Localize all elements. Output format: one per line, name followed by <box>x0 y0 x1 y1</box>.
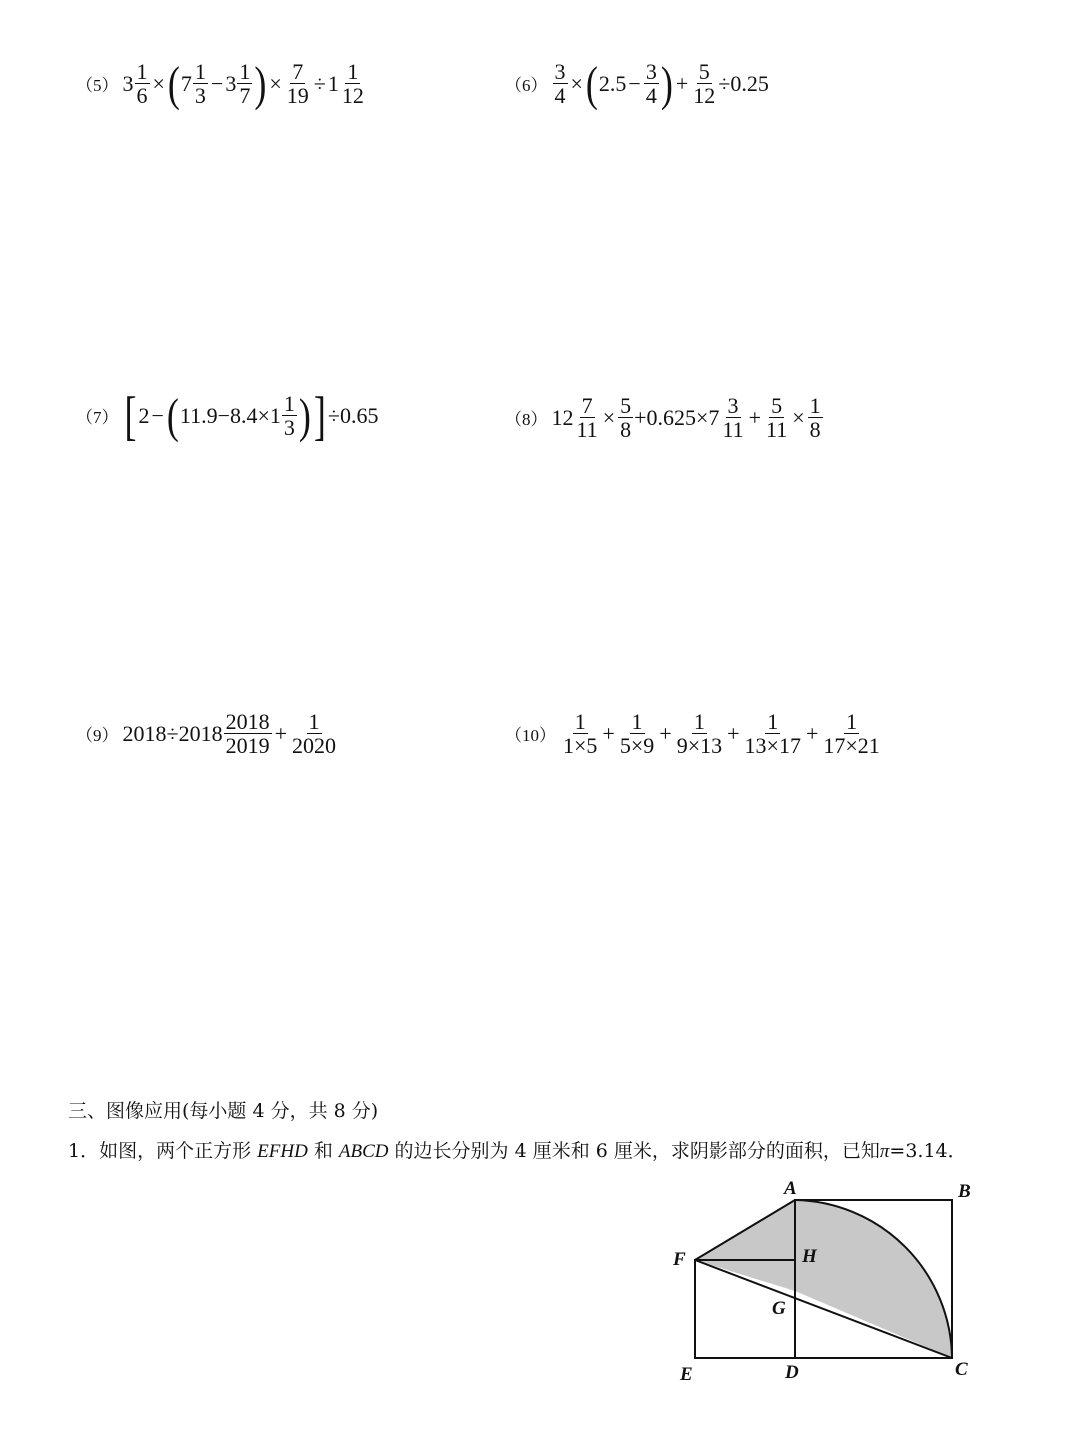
question-1 <box>68 1136 967 1163</box>
problem-6 <box>505 56 769 111</box>
square-name: EFHD <box>257 1141 308 1162</box>
square-name: ABCD <box>338 1141 389 1162</box>
whole-part: 7 <box>180 70 192 96</box>
whole-part: 12 <box>551 404 574 430</box>
fraction: $\frac{2018}{2019}$ <box>225 709 270 759</box>
fraction: $\frac{3}{11}$ <box>722 393 744 443</box>
right-paren: ) <box>298 388 311 443</box>
fraction: $\frac{1}{7}$ <box>239 59 251 109</box>
label-F: F <box>673 1249 686 1270</box>
problem-number: （8） <box>505 410 548 430</box>
operator: × <box>792 404 805 430</box>
term: 11.9−8.4×1 <box>179 402 281 428</box>
term: 2 <box>138 402 150 428</box>
term: ÷0.65 <box>327 402 379 428</box>
fraction: $\frac{7}{11}$ <box>576 393 598 443</box>
operator: + <box>805 720 819 746</box>
label-H: H <box>802 1246 817 1267</box>
operator: × <box>269 70 282 96</box>
label-G: G <box>772 1298 786 1319</box>
problem-number: （10） <box>505 726 556 746</box>
term: 2018÷2018 <box>122 720 223 746</box>
label-B: B <box>958 1181 971 1202</box>
problem-number: （6） <box>505 76 548 96</box>
question-text: 和 <box>307 1140 339 1162</box>
operator: × <box>570 70 583 96</box>
fraction: $\frac{1}{6}$ <box>136 59 148 109</box>
right-paren: ) <box>660 56 673 111</box>
left-paren: ( <box>167 56 180 111</box>
fraction: $\frac{1}{8}$ <box>809 393 821 443</box>
problem-8 <box>505 394 824 441</box>
label-E: E <box>680 1364 693 1385</box>
label-A: A <box>784 1178 797 1199</box>
question-text: =3.14． <box>889 1140 967 1162</box>
term: ÷0.25 <box>718 70 769 96</box>
fraction: $\frac{1}{5\times 9}$ <box>619 709 655 759</box>
geometry-figure <box>660 1170 990 1390</box>
fraction: $\frac{1}{3}$ <box>283 391 295 441</box>
problem-number: （9） <box>76 726 119 746</box>
fraction: $\frac{1}{17\times 21}$ <box>823 709 880 759</box>
problem-9 <box>76 710 339 757</box>
label-C: C <box>955 1359 968 1380</box>
operator: + <box>659 720 672 746</box>
section-heading: 三、图像应用(每小题 4 分，共 8 分) <box>68 1100 379 1122</box>
fraction: $\frac{1}{3}$ <box>194 59 206 109</box>
operator: − <box>628 70 641 96</box>
fraction: $\frac{5}{11}$ <box>766 393 788 443</box>
label-D: D <box>785 1362 799 1383</box>
right-paren: ) <box>254 56 267 111</box>
shaded-quarter-region <box>795 1200 952 1358</box>
problem-7 <box>76 385 379 446</box>
operator: + <box>727 720 740 746</box>
problem-number: （5） <box>76 76 119 96</box>
question-text: 的边长分别为 4 厘米和 6 厘米，求阴影部分的面积，已知 <box>388 1140 880 1162</box>
right-bracket: ] <box>313 385 326 446</box>
fraction: $\frac{1}{13\times 17}$ <box>744 709 801 759</box>
operator: × <box>152 70 165 96</box>
whole-part: 1 <box>327 70 339 96</box>
fraction: $\frac{1}{1\times 5}$ <box>563 709 598 759</box>
problem-5 <box>76 56 367 111</box>
fraction: $\frac{1}{9\times 13}$ <box>676 709 723 759</box>
operator: + <box>748 404 762 430</box>
operator: + <box>274 720 287 746</box>
left-bracket: [ <box>124 385 137 446</box>
operator: − <box>210 70 224 96</box>
question-text: 1．如图，两个正方形 <box>68 1140 258 1162</box>
operator: − <box>151 402 164 428</box>
fraction: $\frac{5}{8}$ <box>620 393 632 443</box>
operator: + <box>675 70 689 96</box>
fraction: $\frac{3}{4}$ <box>554 59 566 109</box>
fraction: $\frac{1}{12}$ <box>341 59 364 109</box>
term: +0.625×7 <box>634 404 720 430</box>
operator: ÷ <box>313 70 326 96</box>
fraction: $\frac{3}{4}$ <box>645 59 657 109</box>
left-paren: ( <box>585 56 598 111</box>
problem-number: （7） <box>76 408 119 428</box>
problem-10 <box>505 710 883 757</box>
fraction: $\frac{1}{2020}$ <box>292 709 336 759</box>
pi-symbol: π <box>879 1141 890 1162</box>
operator: × <box>602 404 616 430</box>
left-paren: ( <box>166 388 179 443</box>
fraction: $\frac{7}{19}$ <box>286 59 309 109</box>
fraction: $\frac{5}{12}$ <box>693 59 716 109</box>
term: 2.5 <box>598 70 627 96</box>
operator: + <box>602 720 615 746</box>
whole-part: 3 <box>122 70 134 96</box>
whole-part: 3 <box>225 70 237 96</box>
